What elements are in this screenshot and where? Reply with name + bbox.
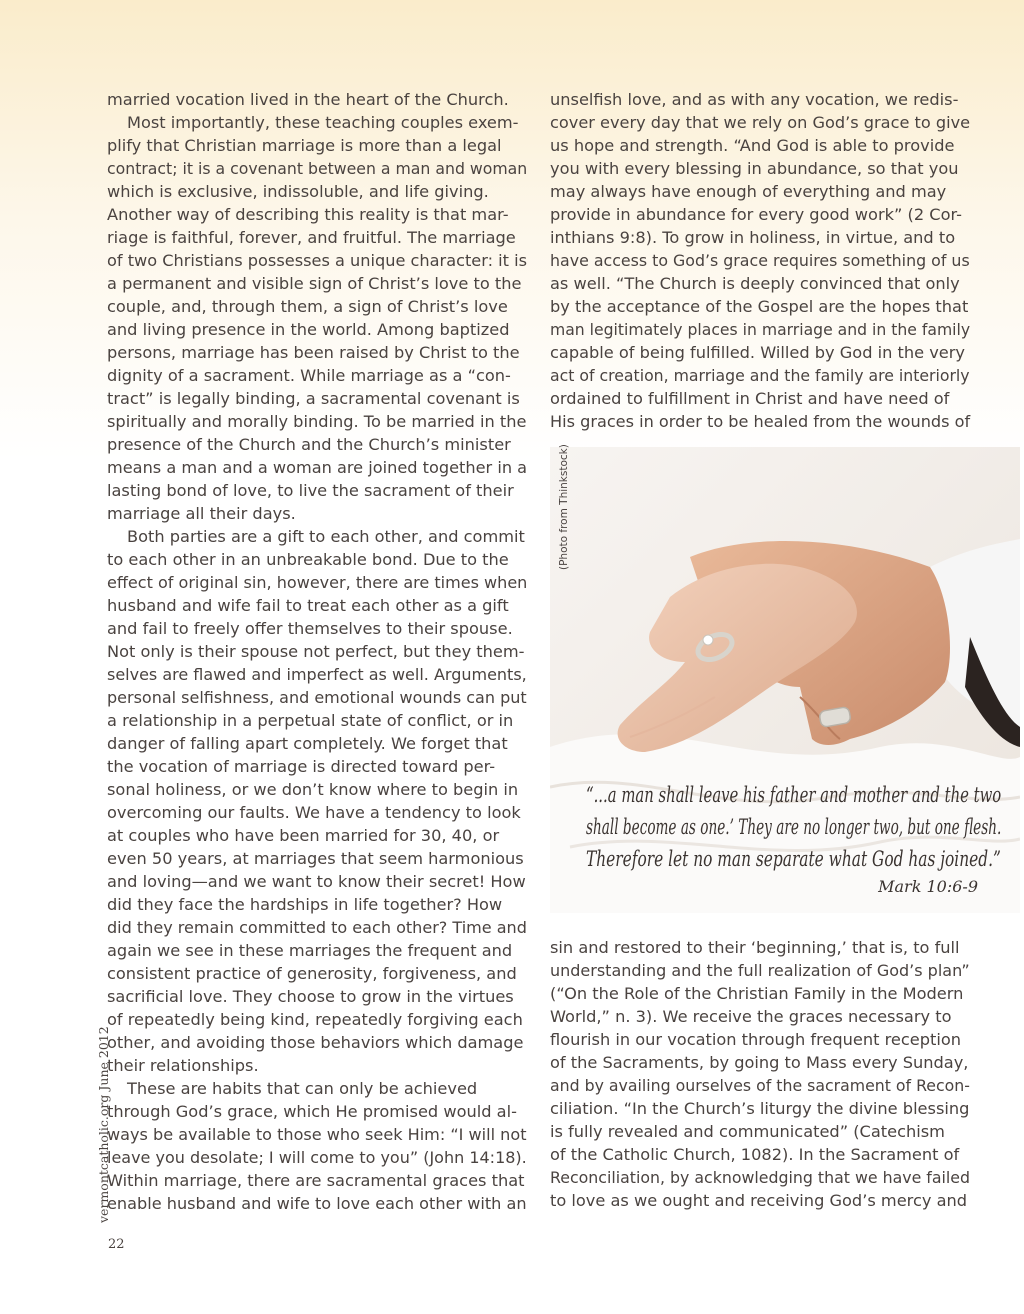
text-line: a permanent and visible sign of Christ’s love to the (107, 274, 522, 293)
text-line: spiritually and morally binding. To be married in the (107, 412, 527, 431)
text-line: provide in abundance for every good work” (2 Cor- (550, 205, 962, 224)
text-line: inthians 9:8). To grow in holiness, in virtue, and to (550, 228, 956, 247)
text-line: overcoming our faults. We have a tendency to look (107, 803, 521, 822)
wedding-hands-photo (550, 447, 1020, 913)
text-line: to love as we ought and receiving God’s mercy and (550, 1191, 968, 1210)
text-line: and by availing ourselves of the sacrament of Recon- (550, 1076, 970, 1095)
text-line: personal selfishness, and emotional wounds can put (107, 688, 527, 707)
text-line: tract” is legally binding, a sacramental covenant is (107, 389, 520, 408)
text-line: married vocation lived in the heart of the Church. (107, 90, 509, 109)
text-line: danger of falling apart completely. We forget that (107, 734, 508, 753)
text-line: dignity of a sacrament. While marriage as a “con- (107, 366, 511, 385)
text-line: presence of the Church and the Church’s minister (107, 435, 511, 454)
text-line: and living presence in the world. Among baptized (107, 320, 510, 339)
text-line: of repeatedly being kind, repeatedly forgiving each (107, 1010, 523, 1029)
text-line: flourish in our vocation through frequent reception (550, 1030, 962, 1049)
text-line: did they face the hardships in life together? How (107, 895, 503, 914)
quote-line: Therefore let no man separate what God has joined.” (586, 847, 1001, 871)
text-line: again we see in these marriages the frequent and (107, 941, 513, 960)
text-line: at couples who have been married for 30, 40, or (107, 826, 500, 845)
text-line: means a man and a woman are joined together in a (107, 458, 528, 477)
text-line: of the Sacraments, by going to Mass every Sunday, (550, 1053, 969, 1072)
text-line: to each other in an unbreakable bond. Due to the (107, 550, 509, 569)
text-line: unselfish love, and as with any vocation, we redis- (550, 90, 959, 109)
text-line: have access to God’s grace requires something of us (550, 251, 970, 270)
photo-credit: (Photo from Thinkstock) (558, 444, 570, 570)
text-line: World,” n. 3). We receive the graces necessary to (550, 1007, 952, 1026)
text-line: marriage all their days. (107, 504, 296, 523)
text-line: sonal holiness, or we don’t know where to begin in (107, 780, 519, 799)
text-line: of the Catholic Church, 1082). In the Sacrament of (550, 1145, 960, 1164)
page-number: 22 (108, 1237, 125, 1252)
text-line: the vocation of marriage is directed toward per- (107, 757, 496, 776)
text-line: husband and wife fail to treat each other as a gift (107, 596, 509, 615)
text-line: by the acceptance of the Gospel are the hopes that (550, 297, 969, 316)
text-line: is fully revealed and communicated” (Catechism (550, 1122, 945, 1141)
text-line: sacrificial love. They choose to grow in the virtues (107, 987, 514, 1006)
text-line: their relationships. (107, 1056, 259, 1075)
quote-citation: Mark 10:6-9 (878, 877, 978, 896)
text-line: even 50 years, at marriages that seem harmonious (107, 849, 524, 868)
scripture-quote (586, 779, 1002, 875)
text-line: These are habits that can only be achieved (127, 1079, 478, 1098)
text-line: (“On the Role of the Christian Family in the Modern (550, 984, 964, 1003)
text-line: you with every blessing in abundance, so that you (550, 159, 959, 178)
text-line: riage is faithful, forever, and fruitful. The marriage (107, 228, 516, 247)
right-text-column-top (550, 88, 970, 433)
text-line: Most importantly, these teaching couples exem- (127, 113, 519, 132)
text-line: may always have enough of everything and may (550, 182, 947, 201)
text-line: understanding and the full realization of God’s plan” (550, 961, 970, 980)
publication-side-label: vermontcatholic.org June 2012 (96, 1026, 111, 1223)
text-line: cover every day that we rely on God’s grace to give (550, 113, 971, 132)
text-line: ordained to fulfillment in Christ and have need of (550, 389, 950, 408)
text-line: Another way of describing this reality is that mar- (107, 205, 509, 224)
text-line: man legitimately places in marriage and in the family (550, 320, 971, 339)
text-line: enable husband and wife to love each other with an (107, 1194, 527, 1213)
text-line: which is exclusive, indissoluble, and life giving. (107, 182, 489, 201)
text-line: and fail to freely offer themselves to their spouse. (107, 619, 513, 638)
text-line: Not only is their spouse not perfect, but they them- (107, 642, 525, 661)
text-line: of two Christians possesses a unique character: it is (107, 251, 528, 270)
text-line: plify that Christian marriage is more than a legal (107, 136, 502, 155)
text-line: His graces in order to be healed from the wounds of (550, 412, 971, 431)
text-line: sin and restored to their ‘beginning,’ that is, to full (550, 938, 960, 957)
text-line: through God’s grace, which He promised would al- (107, 1102, 517, 1121)
text-line: persons, marriage has been raised by Christ to the (107, 343, 520, 362)
text-line: act of creation, marriage and the family are interiorly (550, 366, 970, 385)
text-line: consistent practice of generosity, forgiveness, and (107, 964, 517, 983)
text-line: lasting bond of love, to live the sacrament of their (107, 481, 514, 500)
quote-line: shall become as one.’ They are no longer two, but one flesh. (586, 815, 1002, 839)
right-text-column-bottom (550, 936, 970, 1212)
text-line: Both parties are a gift to each other, and commit (127, 527, 525, 546)
text-line: ways be available to those who seek Him: “I will not (107, 1125, 527, 1144)
text-line: us hope and strength. “And God is able to provide (550, 136, 955, 155)
text-line: did they remain committed to each other? Time and (107, 918, 527, 937)
left-text-column (107, 88, 527, 1215)
quote-line: “...a man shall leave his father and mother and the two (586, 783, 1002, 807)
text-line: Reconciliation, by acknowledging that we have failed (550, 1168, 971, 1187)
text-line: couple, and, through them, a sign of Christ’s love (107, 297, 508, 316)
text-line: selves are flawed and imperfect as well. Arguments, (107, 665, 527, 684)
text-line: a relationship in a perpetual state of conflict, or in (107, 711, 514, 730)
text-line: effect of original sin, however, there are times when (107, 573, 528, 592)
text-line: as well. “The Church is deeply convinced that only (550, 274, 960, 293)
text-line: contract; it is a covenant between a man and woman (107, 159, 528, 178)
text-line: other, and avoiding those behaviors which damage (107, 1033, 524, 1052)
text-line: and loving—and we want to know their secret! How (107, 872, 526, 891)
text-line: leave you desolate; I will come to you” (John 14:18). (107, 1148, 527, 1167)
text-line: Within marriage, there are sacramental graces that (107, 1171, 525, 1190)
text-line: ciliation. “In the Church’s liturgy the divine blessing (550, 1099, 970, 1118)
text-line: capable of being fulfilled. Willed by God in the very (550, 343, 966, 362)
